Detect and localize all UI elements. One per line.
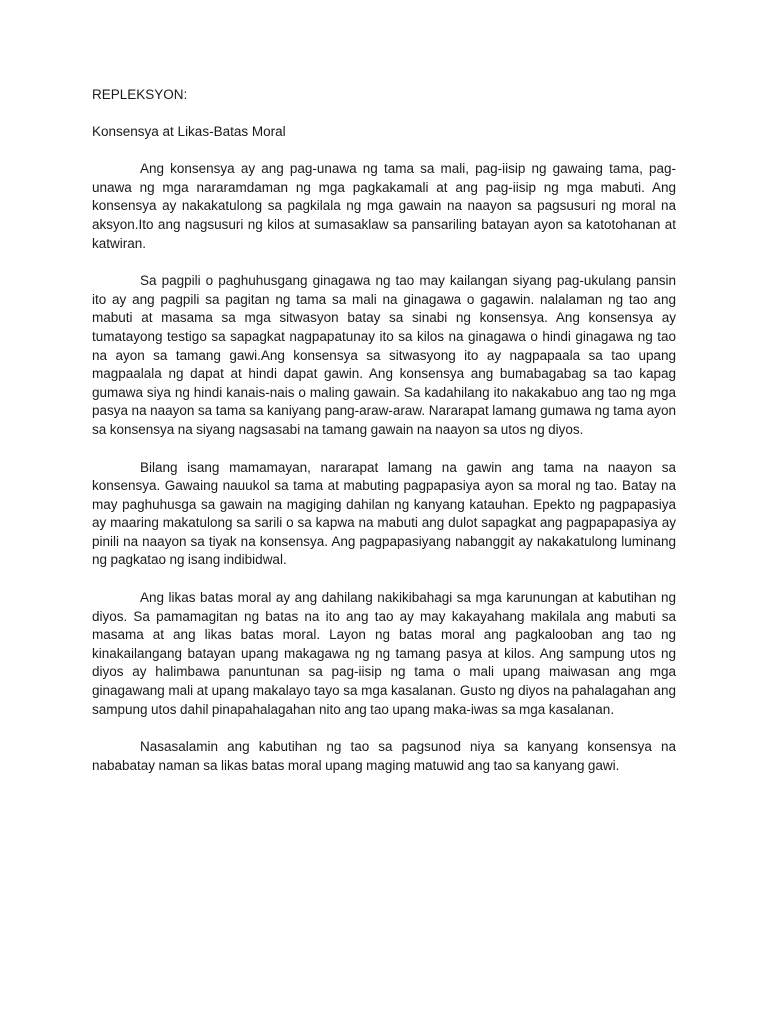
paragraph-2: Sa pagpili o paghuhusgang ginagawa ng tao may kailangan siyang pag-ukulang pansin ito ay ang pagpili sa pagitan ng tama sa mali na ginagawa o gagawin. nalalaman ng tao ang mabuti at masama sa mga sitwasyon batay sa sinabi ng konsensya. Ang konsensya ay tumatayong testigo sa sapagkat nagpapatunay ito sa kilos na ginagawa o hindi ginagawa ng tao na ayon sa tamang gawi.Ang konsensya sa sitwasyong ito ay nagpapaala sa tao upang magpaalala ng dapat at hindi dapat gawin. Ang konsensya ang bumabagabag sa tao kapag gumawa siya ng hindi kanais-nais o maling gawain. Sa kadahilang ito nakakabuo ang tao ng mga pasya na naayon sa tama sa kaniyang pang-araw-araw. Nararapat lamang gumawa ng tama ayon sa konsensya na siyang nagsasabi na tamang gawain na naayon sa utos ng diyos. bbox=[92, 273, 676, 437]
paragraph-3: Bilang isang mamamayan, nararapat lamang na gawin ang tama na naayon sa konsensya. Gawaing nauukol sa tama at mabuting pagpapasiya ayon sa moral ng tao. Batay na may paghuhusga sa gawain na magiging dahilan ng kanyang katauhan. Epekto ng pagpapasiya ay maaring makatulong sa sarili o sa kapwa na mabuti ang dulot sapagkat ang pagpapapasiya ay pinili na naayon sa tiyak na konsensya. Ang pagpapasiyang nabanggit ay nakakatulong luminang ng pagkatao ng isang indibidwal. bbox=[92, 459, 676, 568]
paragraph-4: Ang likas batas moral ay ang dahilang nakikibahagi sa mga karunungan at kabutihan ng diyos. Sa pamamagitan ng batas na ito ang tao ay may kakayahang makilala ang mabuti sa masama at ang likas batas moral. Layon ng batas moral ang pagkalooban ang tao ng kinakailangang batayan upang makagawa ng ng tamang pasya at kilos. Ang sampung utos ng diyos ay halimbawa panuntunan sa pag-iisip ng tama o mali upang maiwasan ang mga ginagawang mali at upang makalayo tayo sa mga kasalanan. Gusto ng diyos na pahalagahan ang sampung utos dahil pinapahalagahan nito ang tao upang maka-iwas sa mga kasalanan. bbox=[92, 590, 676, 717]
document-heading: REPLEKSYON: bbox=[92, 87, 188, 102]
paragraph-5: Nasasalamin ang kabutihan ng tao sa pagsunod niya sa kanyang konsensya na nababatay naman sa likas batas moral upang maging matuwid ang tao sa kanyang gawi. bbox=[92, 739, 676, 773]
paragraph-1: Ang konsensya ay ang pag-unawa ng tama sa mali, pag-iisip ng gawaing tama, pag-unawa ng mga nararamdaman ng mga pagkakamali at ang pag-iisip ng mga mabuti. Ang konsensya ay nakakatulong sa pagkilala ng mga gawain na naayon sa pagsusuri ng moral na aksyon.Ito ang nagsusuri ng kilos at sumasaklaw sa pansariling batayan ayon sa katotohanan at katwiran. bbox=[92, 161, 676, 251]
document-title: Konsensya at Likas-Batas Moral bbox=[92, 123, 286, 139]
